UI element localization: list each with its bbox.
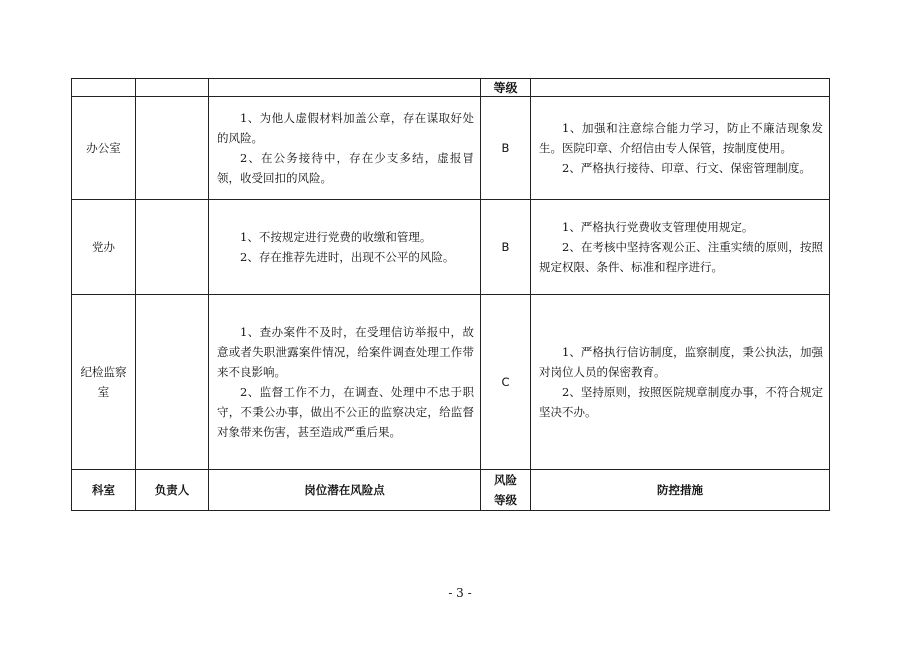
risk-level-cell: C	[481, 295, 531, 470]
department-cell: 办公室	[72, 97, 136, 200]
header-department: 科室	[72, 470, 136, 511]
risk-level-cell: B	[481, 97, 531, 200]
measure-item: 2、严格执行接待、印章、行文、保密管理制度。	[562, 161, 811, 175]
department-cell: 纪检监察室	[72, 295, 136, 470]
top-header-row	[72, 79, 830, 97]
header-level: 风险等级	[481, 470, 531, 511]
risk-item: 1、查办案件不及时，在受理信访举报中，故意或者失职泄露案件情况，给案件调查处理工作带来不良影响。	[217, 325, 474, 379]
measure-item: 1、严格执行党费收支管理使用规定。	[562, 220, 754, 234]
responsible-cell	[136, 97, 209, 200]
page-number: - 3 -	[448, 586, 472, 600]
measures-cell	[531, 97, 830, 200]
table-row	[72, 295, 830, 470]
risk-points-cell	[209, 200, 481, 295]
header-measures: 防控措施	[531, 470, 830, 511]
level-header-cell: 等级	[481, 79, 531, 97]
table-row	[72, 200, 830, 295]
risk-item: 2、存在推荐先进时，出现不公平的风险。	[240, 250, 455, 264]
measures-cell	[531, 200, 830, 295]
measure-item: 2、坚持原则，按照医院规章制度办事，不符合规定坚决不办。	[539, 385, 823, 419]
measure-item: 2、在考核中坚持客观公正、注重实绩的原则，按照规定权限、条件、标准和程序进行。	[539, 240, 823, 274]
risk-item: 2、监督工作不力，在调查、处理中不忠于职守，不秉公办事，做出不公正的监察决定，给监督对象带来伤害，甚至造成严重后果。	[217, 385, 474, 439]
measure-item: 1、严格执行信访制度，监察制度，秉公执法，加强对岗位人员的保密教育。	[539, 345, 823, 379]
bottom-header-row	[72, 470, 830, 511]
measures-cell	[531, 295, 830, 470]
measure-item: 1、加强和注意综合能力学习，防止不廉洁现象发生。医院印章、介绍信由专人保管，按制度使用。	[539, 121, 823, 155]
risk-points-cell	[209, 97, 481, 200]
risk-table	[71, 78, 830, 511]
department-cell: 党办	[72, 200, 136, 295]
table-row	[72, 97, 830, 200]
risk-level-cell: B	[481, 200, 531, 295]
header-risk-points: 岗位潜在风险点	[209, 470, 481, 511]
risk-item: 1、不按规定进行党费的收缴和管理。	[240, 230, 432, 244]
risk-points-cell	[209, 295, 481, 470]
responsible-cell	[136, 295, 209, 470]
risk-item: 2、在公务接待中，存在少支多结，虚报冒领，收受回扣的风险。	[217, 151, 474, 185]
risk-item: 1、为他人虚假材料加盖公章，存在谋取好处的风险。	[217, 111, 474, 145]
responsible-cell	[136, 200, 209, 295]
header-responsible: 负责人	[136, 470, 209, 511]
